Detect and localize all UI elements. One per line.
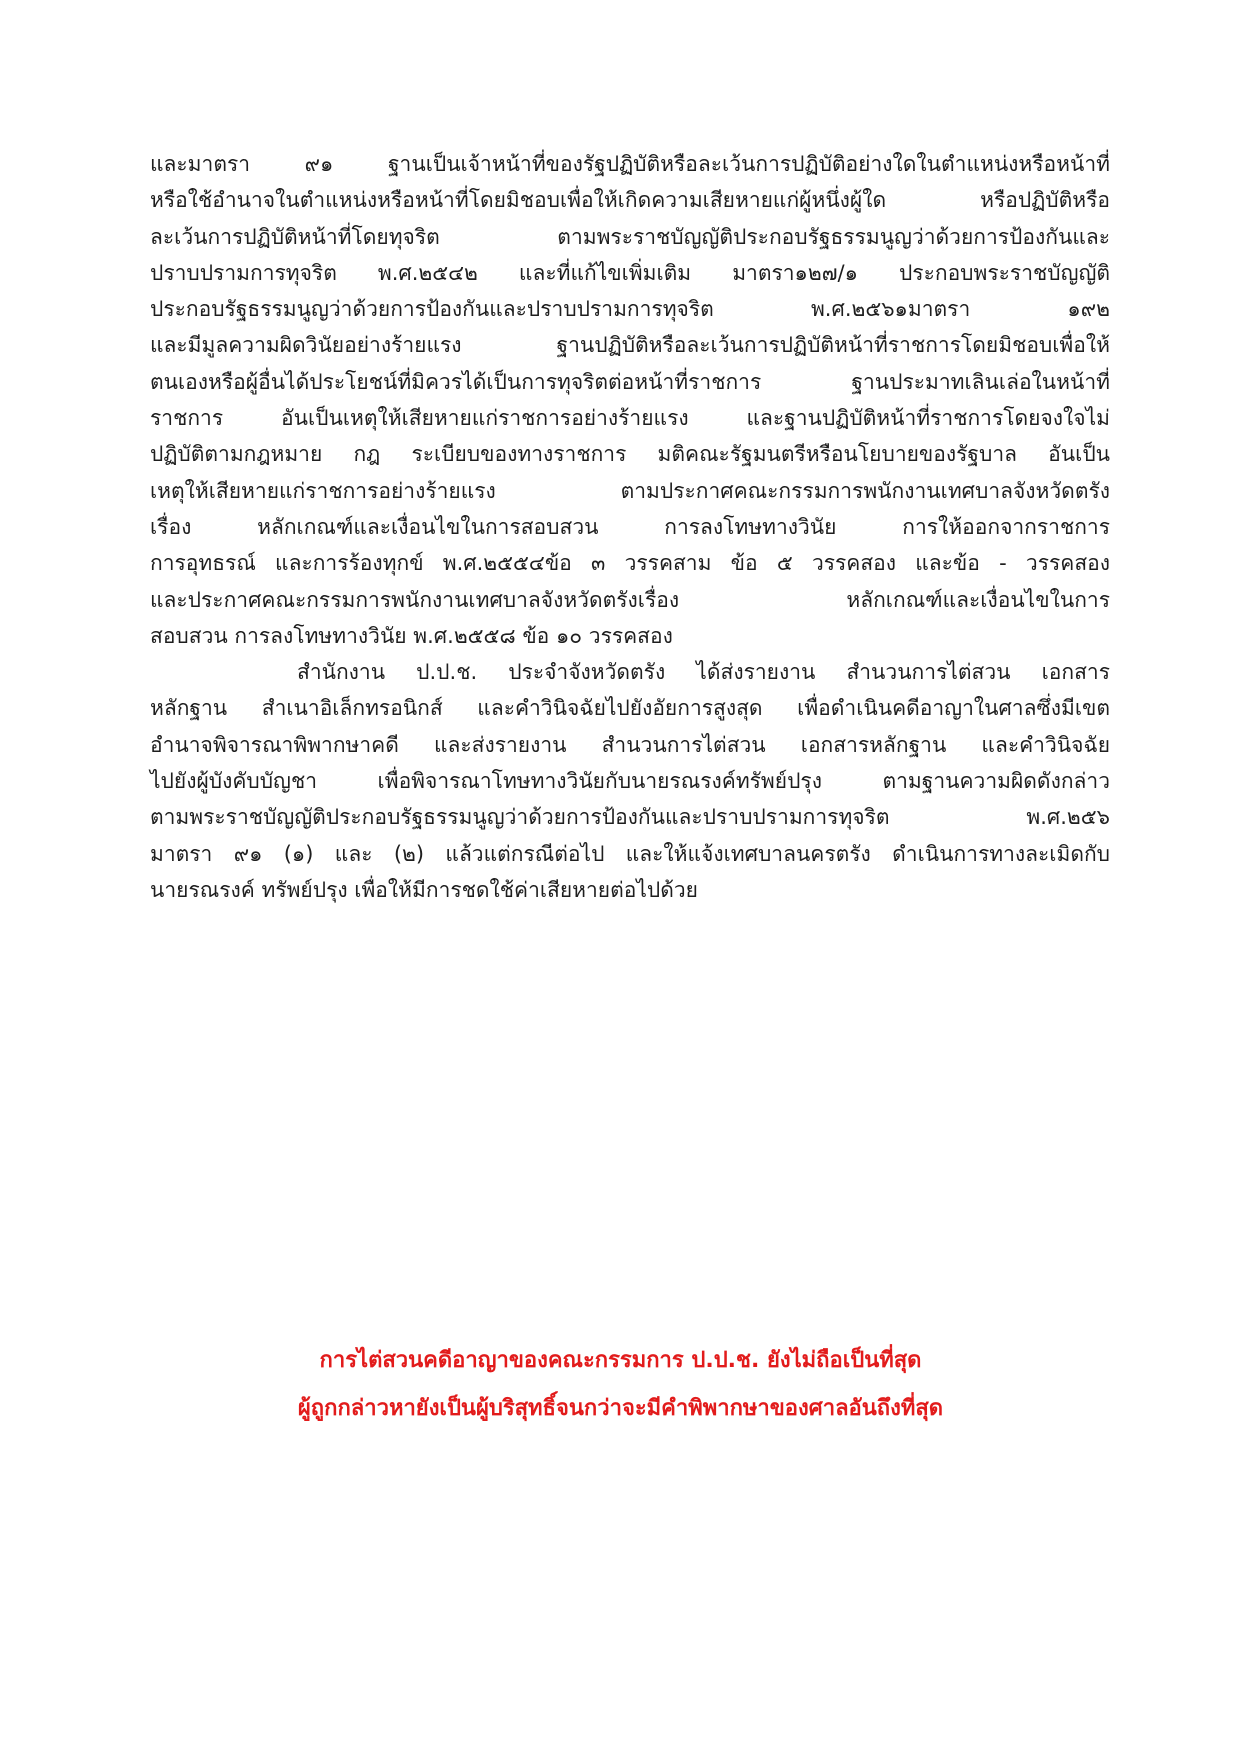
text-line: ตนเองหรือผู้อื่นได้ประโยชน์ที่มิควรได้เป็นการทุจริตต่อหน้าที่ราชการ ฐานประมาทเลินเล่อในหน้าที่ (150, 369, 1110, 394)
text-line: ปราบปรามการทุจริต พ.ศ.๒๕๔๒ และที่แก้ไขเพิ่มเติม มาตรา๑๒๗/๑ ประกอบพระราชบัญญัติ (150, 260, 1110, 285)
text-line: ประกอบรัฐธรรมนูญว่าด้วยการป้องกันและปราบปรามการทุจริต พ.ศ.๒๕๖๑มาตรา ๑๙๒ (150, 297, 1110, 322)
text-line: สำนักงาน ป.ป.ช. ประจำจังหวัดตรัง ได้ส่งรายงาน สำนวนการไต่สวน เอกสาร (297, 660, 1110, 685)
text-line: อำนาจพิจารณาพิพากษาคดี และส่งรายงาน สำนวนการไต่สวน เอกสารหลักฐาน และคำวินิจฉัย (150, 732, 1110, 757)
text-line: ละเว้นการปฏิบัติหน้าที่โดยทุจริต ตามพระราชบัญญัติประกอบรัฐธรรมนูญว่าด้วยการป้องกันและ (150, 224, 1110, 249)
text-line: หลักฐาน สำเนาอิเล็กทรอนิกส์ และคำวินิจฉัยไปยังอัยการสูงสุด เพื่อดำเนินคดีอาญาในศาลซึ่งมีเขต (150, 696, 1110, 721)
text-line: ปฏิบัติตามกฎหมาย กฎ ระเบียบของทางราชการ มติคณะรัฐมนตรีหรือนโยบายของรัฐบาล อันเป็น (150, 442, 1110, 467)
text-line: นายรณรงค์ ทรัพย์ปรุง เพื่อให้มีการชดใช้ค่าเสียหายต่อไปด้วย (150, 877, 698, 902)
paragraph-charges (150, 146, 1110, 654)
disclaimer-line-1: การไต่สวนคดีอาญาของคณะกรรมการ ป.ป.ช. ยังไม่ถือเป็นที่สุด (319, 1348, 922, 1373)
paragraph-outcome (150, 654, 1110, 908)
text-line: และมาตรา ๙๑ ฐานเป็นเจ้าหน้าที่ของรัฐปฏิบัติหรือละเว้นการปฏิบัติอย่างใดในตำแหน่งหรือหน้าที่ (150, 152, 1110, 176)
text-line: การอุทธรณ์ และการร้องทุกข์ พ.ศ.๒๕๕๔ข้อ ๓ วรรคสาม ข้อ ๕ วรรคสอง และข้อ - วรรคสอง (150, 551, 1110, 576)
disclaimer-line-2: ผู้ถูกกล่าวหายังเป็นผู้บริสุทธิ์จนกว่าจะมีคำพิพากษาของศาลอันถึงที่สุด (297, 1396, 944, 1421)
text-line: มาตรา ๙๑ (๑) และ (๒) แล้วแต่กรณีต่อไป และให้แจ้งเทศบาลนครตรัง ดำเนินการทางละเมิดกับ (150, 841, 1110, 866)
text-line: ราชการ อันเป็นเหตุให้เสียหายแก่ราชการอย่างร้ายแรง และฐานปฏิบัติหน้าที่ราชการโดยจงใจไม่ (150, 406, 1110, 431)
document-body (150, 146, 1110, 908)
text-line: สอบสวน การลงโทษทางวินัย พ.ศ.๒๕๕๘ ข้อ ๑๐ วรรคสอง (150, 623, 673, 648)
text-line: เรื่อง หลักเกณฑ์และเงื่อนไขในการสอบสวน การลงโทษทางวินัย การให้ออกจากราชการ (150, 514, 1110, 539)
text-line: และมีมูลความผิดวินัยอย่างร้ายแรง ฐานปฏิบัติหรือละเว้นการปฏิบัติหน้าที่ราชการโดยมิชอบเพื่อให้ (150, 333, 1110, 358)
text-line: ตามพระราชบัญญัติประกอบรัฐธรรมนูญว่าด้วยการป้องกันและปราบปรามการทุจริต พ.ศ.๒๕๖ (150, 805, 1110, 830)
text-line: และประกาศคณะกรรมการพนักงานเทศบาลจังหวัดตรังเรื่อง หลักเกณฑ์และเงื่อนไขในการ (150, 587, 1110, 612)
legal-disclaimer-notice (0, 1337, 1241, 1433)
text-line: หรือใช้อำนาจในตำแหน่งหรือหน้าที่โดยมิชอบเพื่อให้เกิดความเสียหายแก่ผู้หนึ่งผู้ใด หรือปฏิบัติหรือ (150, 188, 1110, 213)
text-line: ไปยังผู้บังคับบัญชา เพื่อพิจารณาโทษทางวินัยกับนายรณรงค์ทรัพย์ปรุง ตามฐานความผิดดังกล่าว (150, 769, 1110, 794)
text-line: เหตุให้เสียหายแก่ราชการอย่างร้ายแรง ตามประกาศคณะกรรมการพนักงานเทศบาลจังหวัดตรัง (150, 478, 1110, 503)
